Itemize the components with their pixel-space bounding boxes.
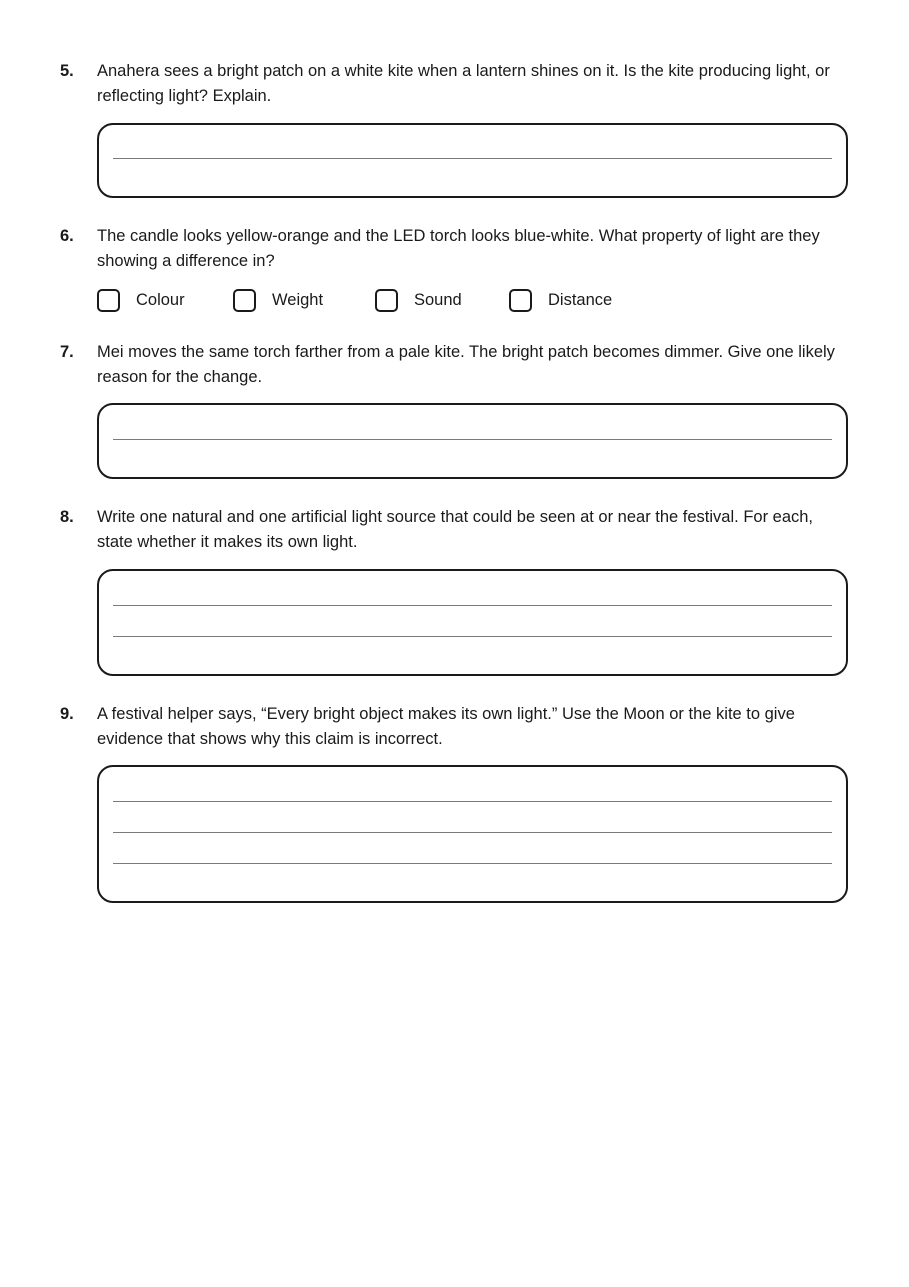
answer-box[interactable] — [97, 123, 848, 198]
checkbox-sound[interactable] — [375, 289, 398, 312]
answer-line — [113, 801, 832, 802]
question-number: 5. — [60, 62, 74, 80]
answer-box[interactable] — [97, 765, 848, 903]
answer-line — [113, 863, 832, 864]
question-number: 8. — [60, 508, 74, 526]
question-text: Write one natural and one artificial light source that could be seen at or near the festival. For each, state whether it makes its own light. — [97, 508, 814, 551]
checkbox-colour[interactable] — [97, 289, 120, 312]
question-7 — [60, 340, 850, 480]
question-number: 6. — [60, 227, 74, 245]
question-number: 7. — [60, 343, 74, 361]
question-8 — [60, 505, 850, 677]
answer-line — [113, 605, 832, 606]
checkbox-weight[interactable] — [233, 289, 256, 312]
answer-line — [113, 158, 832, 159]
question-text: Anahera sees a bright patch on a white kite when a lantern shines on it. Is the kite producing light, or reflecting light? Explain. — [97, 62, 830, 105]
question-text: Mei moves the same torch farther from a pale kite. The bright patch becomes dimmer. Give one likely reason for the change. — [97, 343, 835, 386]
checkbox-distance[interactable] — [509, 289, 532, 312]
question-text: The candle looks yellow-orange and the LED torch looks blue-white. What property of light are they showing a difference in? — [97, 227, 820, 270]
option-label: Weight — [272, 291, 324, 309]
question-5 — [60, 59, 850, 199]
option-label: Colour — [136, 291, 185, 309]
answer-box[interactable] — [97, 569, 848, 676]
question-text: A festival helper says, “Every bright object makes its own light.” Use the Moon or the kite to give evidence that shows why this claim is incorrect. — [97, 705, 795, 748]
option-label: Distance — [548, 291, 613, 309]
question-6 — [60, 224, 850, 319]
question-number: 9. — [60, 705, 74, 723]
option-label: Sound — [414, 291, 462, 309]
answer-line — [113, 439, 832, 440]
question-9 — [60, 702, 850, 904]
answer-options — [97, 288, 797, 316]
answer-line — [113, 832, 832, 833]
answer-line — [113, 636, 832, 637]
answer-box[interactable] — [97, 403, 848, 479]
